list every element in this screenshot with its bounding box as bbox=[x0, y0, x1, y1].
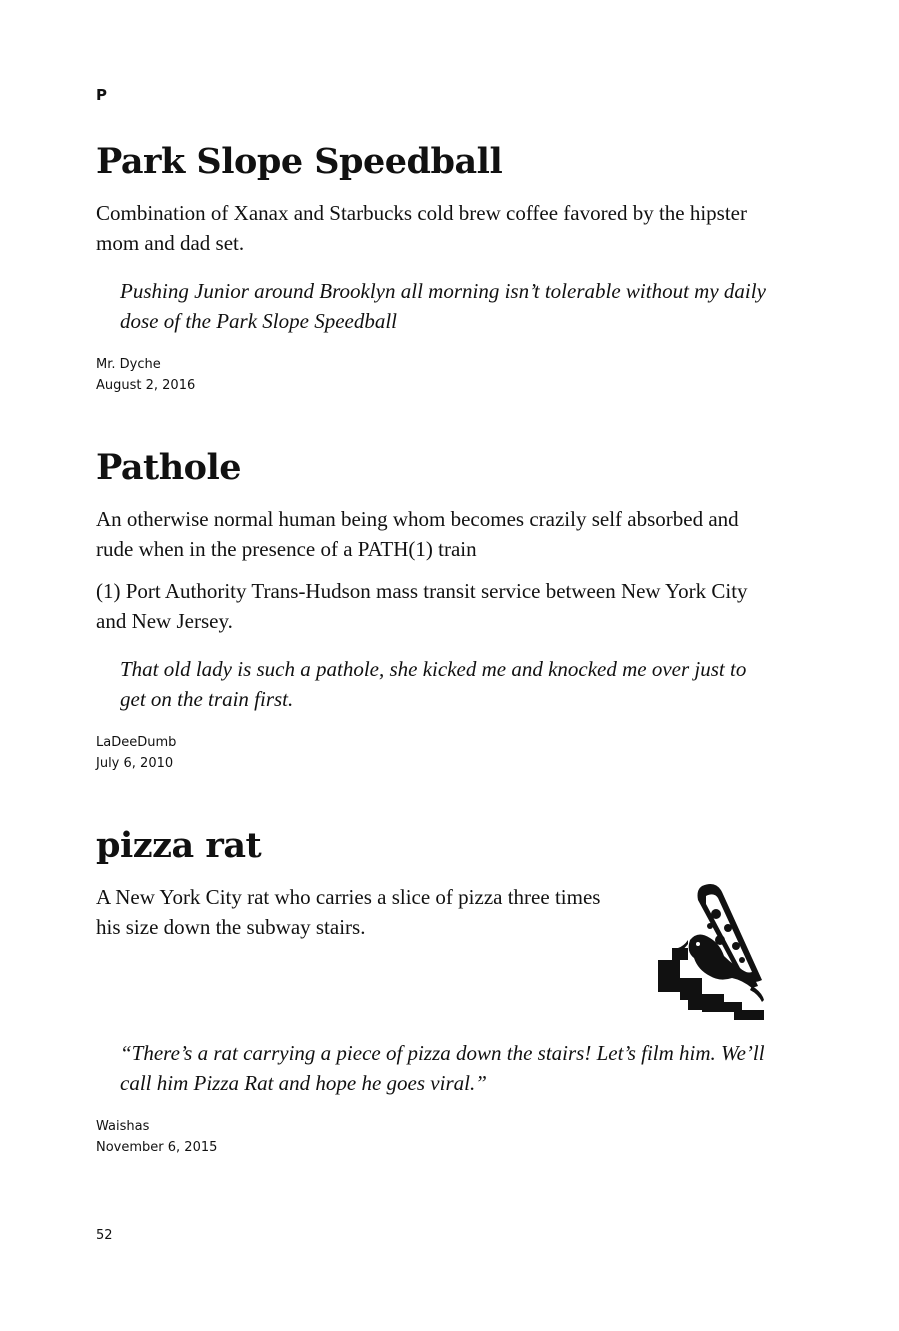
entry-term: Park Slope Speedball bbox=[96, 141, 503, 182]
page-number: 52 bbox=[96, 1228, 113, 1243]
entry-author: Mr. Dyche bbox=[96, 357, 161, 372]
entry-term: pizza rat bbox=[96, 825, 262, 866]
entry-term: Pathole bbox=[96, 447, 242, 488]
entry-definition: A New York City rat who carries a slice of pizza three times his size down the subway stairs. bbox=[96, 885, 601, 939]
entry-date: November 6, 2015 bbox=[96, 1140, 218, 1155]
entry-author: Waishas bbox=[96, 1119, 150, 1134]
pizza-rat-icon bbox=[658, 882, 766, 1022]
entry-example: “There’s a rat carrying a piece of pizza down the stairs! Let’s film him. We’ll call him Pizza Rat and hope he goes viral.” bbox=[120, 1041, 765, 1095]
entry-author: LaDeeDumb bbox=[96, 735, 177, 750]
section-letter: P bbox=[96, 86, 107, 104]
entry-definition: Combination of Xanax and Starbucks cold brew coffee favored by the hipster mom and dad set. bbox=[96, 201, 747, 255]
entry-example: That old lady is such a pathole, she kicked me and knocked me over just to get on the train first. bbox=[120, 657, 747, 711]
entry-example: Pushing Junior around Brooklyn all morning isn’t tolerable without my daily dose of the Park Slope Speedball bbox=[120, 279, 766, 333]
entry-definition: An otherwise normal human being whom becomes crazily self absorbed and rude when in the presence of a PATH(1) train bbox=[96, 507, 739, 561]
entry-pathole bbox=[96, 446, 776, 774]
entry-park-slope-speedball bbox=[96, 140, 776, 396]
entry-date: August 2, 2016 bbox=[96, 378, 196, 393]
entry-note: (1) Port Authority Trans-Hudson mass transit service between New York City and New Jersey. bbox=[96, 579, 748, 633]
entry-date: July 6, 2010 bbox=[96, 756, 174, 771]
